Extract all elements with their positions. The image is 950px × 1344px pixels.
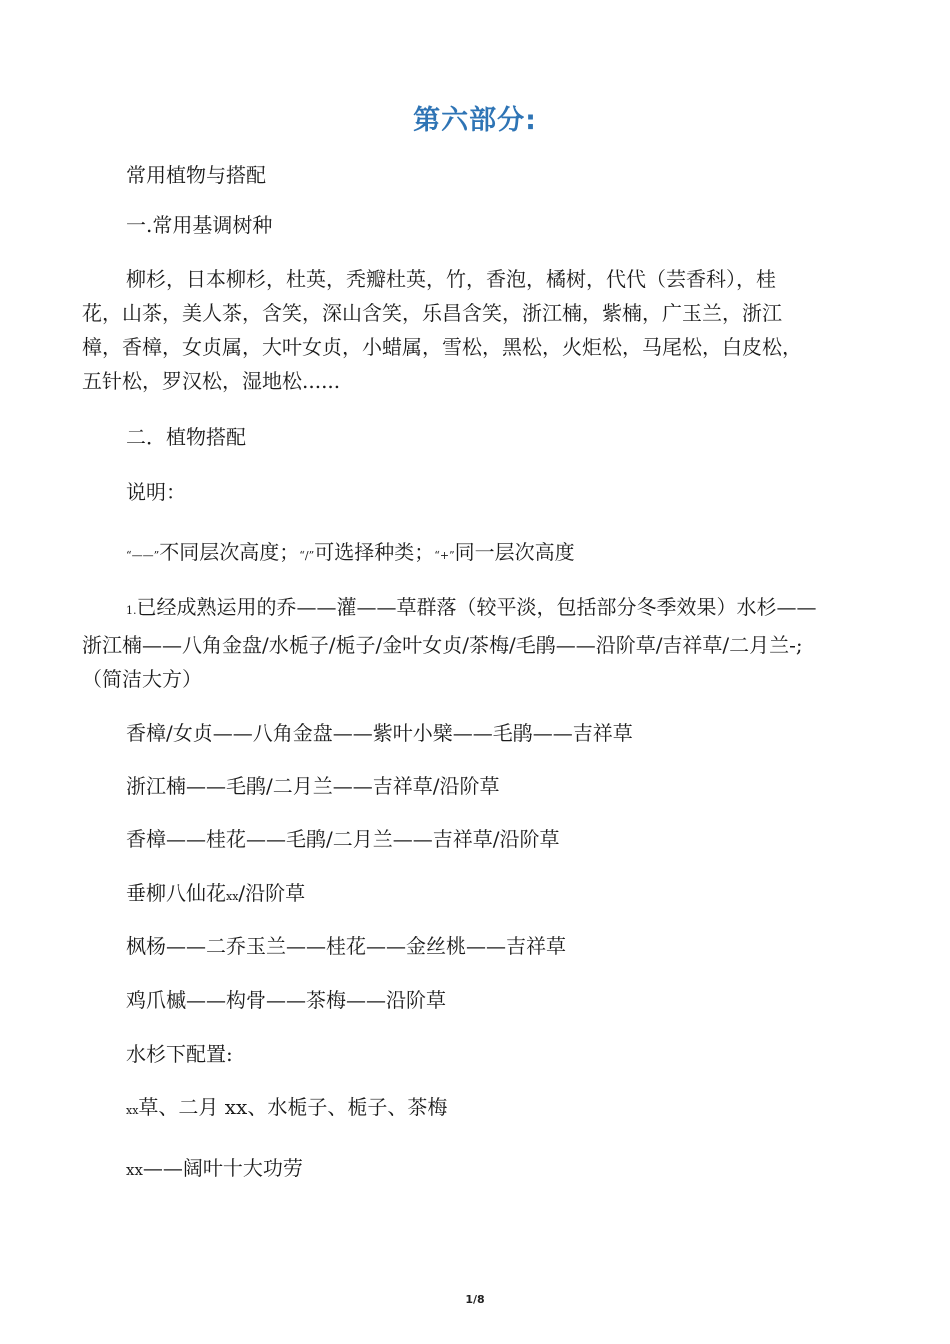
combo-line: 香樟——桂花——毛鹃/二月兰——吉祥草/沿阶草 xyxy=(126,827,560,851)
section2-heading: 二．植物搭配 xyxy=(126,425,246,449)
legend-text-dash: 不同层次高度； xyxy=(159,540,300,564)
page-number: 1/8 xyxy=(465,1293,485,1306)
item1-number: 1. xyxy=(126,604,137,617)
water-fir-label: 水杉下配置: xyxy=(126,1042,233,1066)
paragraph-line: 樟，香樟，女贞属，大叶女贞，小蜡属，雪松，黑松，火炬松，马尾松，白皮松， xyxy=(82,335,802,359)
legend-text-plus: 同一层次高度 xyxy=(454,540,575,564)
legend-symbol-dash: “——” xyxy=(126,549,160,562)
paragraph-line: （简洁大方） xyxy=(82,667,202,691)
tree-species-paragraph xyxy=(82,262,872,398)
paragraph-line: 已经成熟运用的乔——灌——草群落（较平淡，包括部分冬季效果）水杉—— xyxy=(136,595,817,619)
section1-heading: 一.常用基调树种 xyxy=(126,213,273,237)
paragraph-line: 浙江楠——八角金盘/水栀子/栀子/金叶女贞/茶梅/毛鹃——沿阶草/吉祥草/二月兰-; xyxy=(82,633,803,657)
water-fir-items: xx草、二月 xx、水栀子、栀子、茶梅 xyxy=(126,1095,448,1119)
combo-line: 垂柳八仙花xx/沿阶草 xyxy=(126,881,306,905)
paragraph-line: 五针松，罗汉松，湿地松...... xyxy=(82,369,341,393)
last-line: xx——阔叶十大功劳 xyxy=(126,1156,303,1180)
item1-paragraph xyxy=(82,590,872,696)
paragraph-line: 花，山茶，美人茶，含笑，深山含笑，乐昌含笑，浙江楠，紫楠，广玉兰，浙江 xyxy=(82,301,782,325)
legend-text-slash: 可选择种类； xyxy=(314,540,435,564)
subtitle: 常用植物与搭配 xyxy=(126,163,266,187)
paragraph-line: 柳杉，日本柳杉，杜英，秃瓣杜英，竹，香泡，橘树，代代（芸香科），桂 xyxy=(126,267,776,291)
legend-symbol-plus: “+” xyxy=(434,549,455,562)
combo-line: 枫杨——二乔玉兰——桂花——金丝桃——吉祥草 xyxy=(126,934,566,958)
note-label: 说明： xyxy=(126,480,186,504)
page-title: 第六部分: xyxy=(413,105,537,136)
combo-line: 鸡爪槭——构骨——茶梅——沿阶草 xyxy=(126,988,446,1012)
legend-symbol-slash: “/” xyxy=(299,549,315,562)
combo-line: 香樟/女贞——八角金盘——紫叶小檗——毛鹃——吉祥草 xyxy=(126,721,633,745)
legend-line xyxy=(126,535,575,573)
combo-line: 浙江楠——毛鹃/二月兰——吉祥草/沿阶草 xyxy=(126,774,500,798)
